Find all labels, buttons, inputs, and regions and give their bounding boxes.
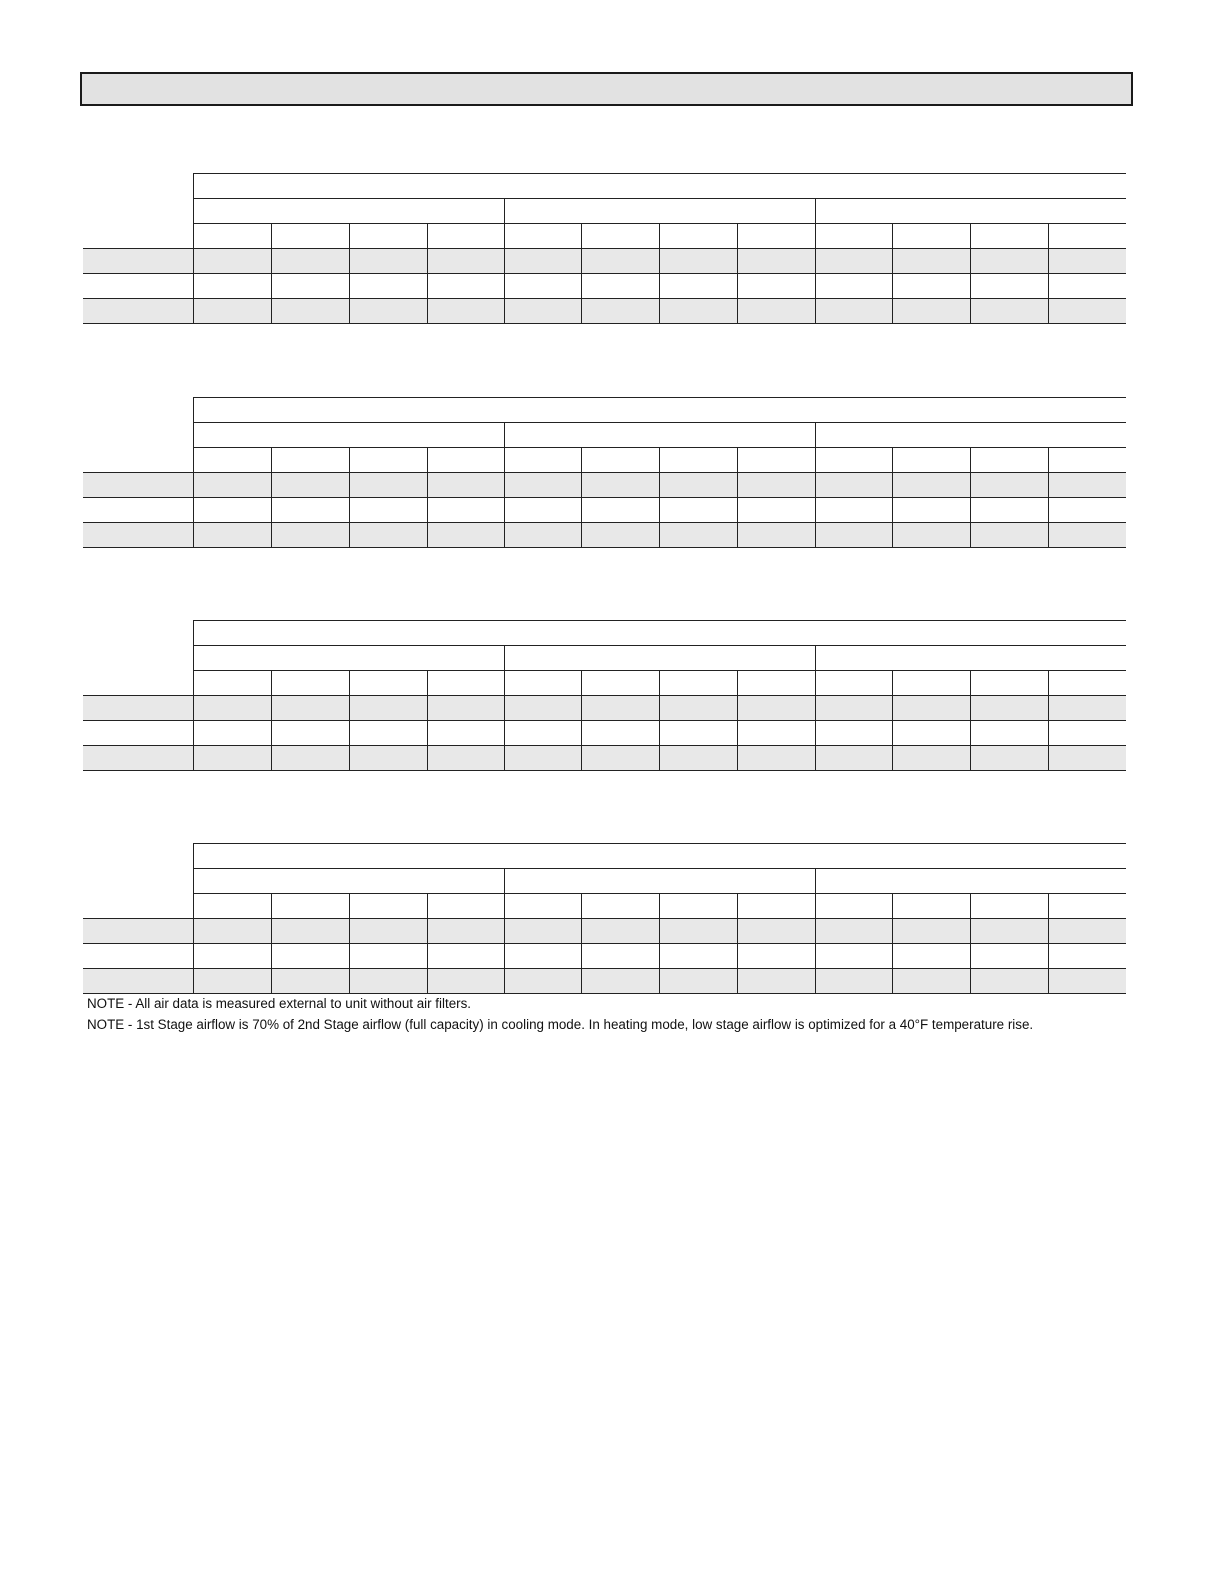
- blower-data-table-3: [83, 620, 1126, 771]
- blower-data-table-2: [83, 397, 1126, 548]
- page-title-bar: [80, 72, 1133, 106]
- table-row: [83, 523, 1126, 548]
- table-row: [83, 969, 1126, 994]
- note-stage-airflow: NOTE - 1st Stage airflow is 70% of 2nd Stage airflow (full capacity) in cooling mode. In heating mode, low stage airflow is optimized for a 40°F temperature rise.: [87, 1017, 1034, 1032]
- table-row: [83, 274, 1126, 299]
- blower-data-table-4: [83, 843, 1126, 994]
- table-row: [83, 944, 1126, 969]
- table-row: [83, 919, 1126, 944]
- table-row: [83, 249, 1126, 274]
- table-row: [83, 696, 1126, 721]
- table-row: [83, 498, 1126, 523]
- table-row: [83, 721, 1126, 746]
- blower-data-table-1: [83, 173, 1126, 324]
- note-air-data: NOTE - All air data is measured external to unit without air filters.: [87, 996, 472, 1011]
- table-row: [83, 299, 1126, 324]
- table-row: [83, 746, 1126, 771]
- table-row: [83, 473, 1126, 498]
- notes-section: [87, 993, 1127, 1035]
